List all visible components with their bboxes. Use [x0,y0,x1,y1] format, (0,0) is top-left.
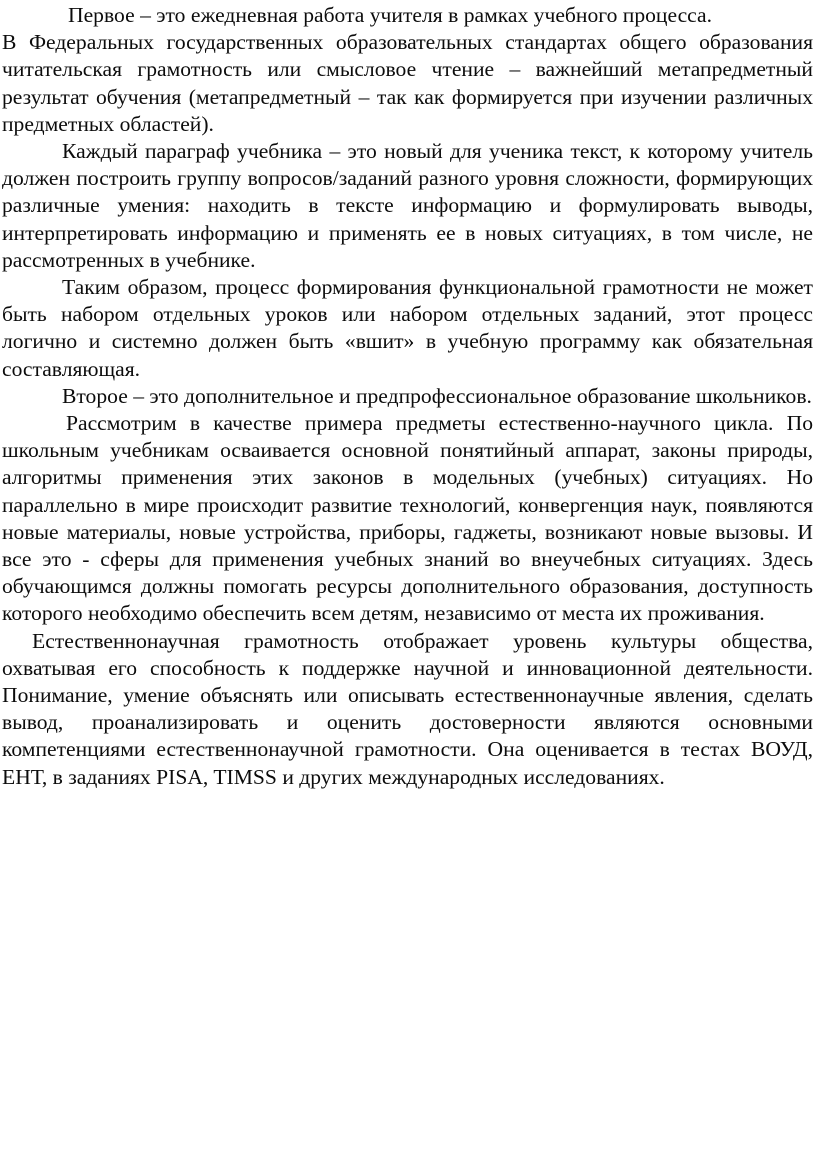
paragraph-second-additional-education: Второе – это дополнительное и предпрофессиональное образование школьников. [62,383,812,408]
paragraph-first-work: Первое – это ежедневная работа учителя в рамках учебного процесса. [68,3,713,27]
paragraph-fgos-reading-literacy: В Федеральных государственных образовательных стандартах общего образования читательская грамотность или смысловое чтение – важнейший метапредметный результат обучения (метапредметный – так как формируется при изучении различных предметных областей). [2,30,813,136]
paragraph-natural-science-example: Рассмотрим в качестве примера предметы естественно-научного цикла. По школьным учебникам осваивается основной понятийный аппарат, законы природы, алгоритмы применения этих законов в модельных (учебных) ситуациях. Но параллельно в мире происходит развитие технологий, конвергенция наук, появляются новые материалы, новые устройства, приборы, гаджеты, возникают новые вызовы. И все это - сферы для применения учебных знаний во внеучебных ситуациях. Здесь обучающимся должны помогать ресурсы дополнительного образования, доступность которого необходимо обеспечить всем детям, независимо от места их проживания. [2,411,813,626]
paragraph-textbook-section: Каждый параграф учебника – это новый для ученика текст, к которому учитель должен построить группу вопросов/заданий разного уровня сложности, формирующих различные умения: находить в тексте информацию и формулировать выводы, интерпретировать информацию и применять ее в новых ситуациях, в том числе, не рассмотренных в учебнике. [2,139,813,272]
paragraph-natural-science-literacy: Естественнонаучная грамотность отображает уровень культуры общества, охватывая его способность к поддержке научной и инновационной деятельности. Понимание, умение объяснять или описывать естественнонаучные явления, сделать вывод, проанализировать и оценить достоверности являются основными компетенциями естественнонаучной грамотности. Она оценивается в тестах ВОУД, ЕНТ, в заданиях PISA, TIMSS и других международных исследованиях. [2,628,813,789]
paragraph-functional-literacy-process: Таким образом, процесс формирования функциональной грамотности не может быть набором отдельных уроков или набором отдельных заданий, этот процесс логично и системно должен быть «вшит» в учебную программу как обязательная составляющая. [2,275,813,381]
